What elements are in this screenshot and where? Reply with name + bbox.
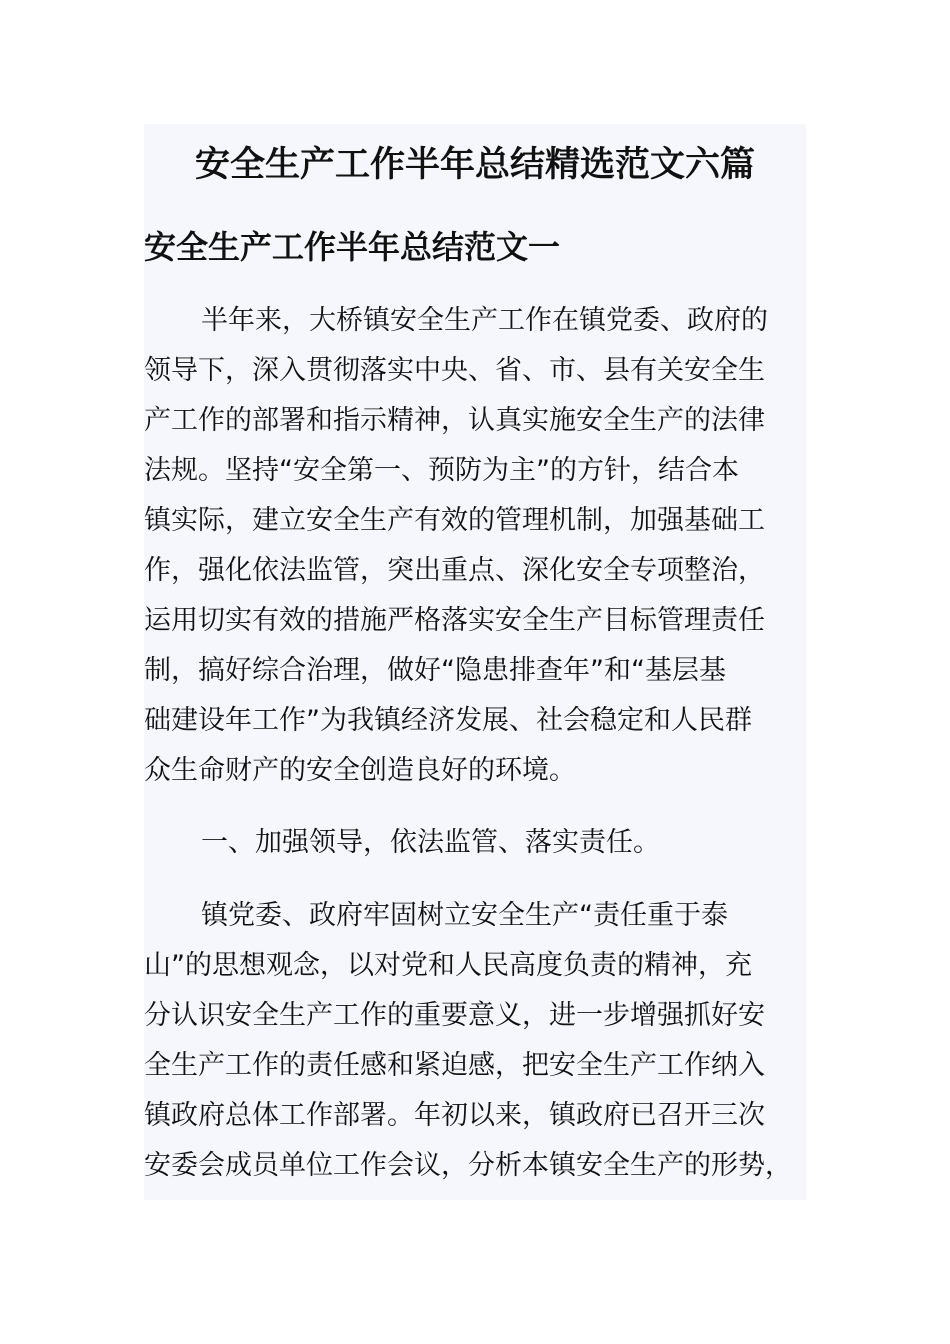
text-line: 山”的思想观念，以对党和人民高度负责的精神，充 [144, 950, 752, 981]
paragraph-intro [144, 296, 806, 796]
text-line: 领导下，深入贯彻落实中央、省、市、县有关安全生 [144, 355, 765, 386]
text-line: 作，强化依法监管，突出重点、深化安全专项整治， [144, 555, 765, 586]
text-line: 半年来，大桥镇安全生产工作在镇党委、政府的 [201, 305, 768, 336]
text-line: 安委会成员单位工作会议，分析本镇安全生产的形势， [144, 1150, 792, 1181]
text-line: 镇政府总体工作部署。年初以来，镇政府已召开三次 [144, 1100, 765, 1131]
text-line: 础建设年工作”为我镇经济发展、社会稳定和人民群 [144, 705, 752, 736]
document-page [144, 124, 806, 1200]
text-line: 制，搞好综合治理，做好“隐患排查年”和“基层基 [144, 655, 726, 686]
text-line: 法规。坚持“安全第一、预防为主”的方针，结合本 [144, 455, 739, 486]
text-line: 分认识安全生产工作的重要意义，进一步增强抓好安 [144, 1000, 765, 1031]
text-line: 镇实际，建立安全生产有效的管理机制，加强基础工 [144, 505, 765, 536]
document-title: 安全生产工作半年总结精选范文六篇 [194, 145, 755, 185]
text-line: 运用切实有效的措施严格落实安全生产目标管理责任 [144, 605, 765, 636]
text-line: 产工作的部署和指示精神，认真实施安全生产的法律 [144, 405, 765, 436]
paragraph-body [144, 891, 806, 1191]
text-line: 全生产工作的责任感和紧迫感，把安全生产工作纳入 [144, 1050, 765, 1081]
text-line: 镇党委、政府牢固树立安全生产“责任重于泰 [201, 900, 728, 931]
text-line: 众生命财产的安全创造良好的环境。 [144, 755, 576, 786]
paragraph-heading-one [144, 818, 806, 868]
section-title: 安全生产工作半年总结范文一 [144, 228, 561, 266]
text-line: 一、加强领导，依法监管、落实责任。 [201, 827, 660, 858]
